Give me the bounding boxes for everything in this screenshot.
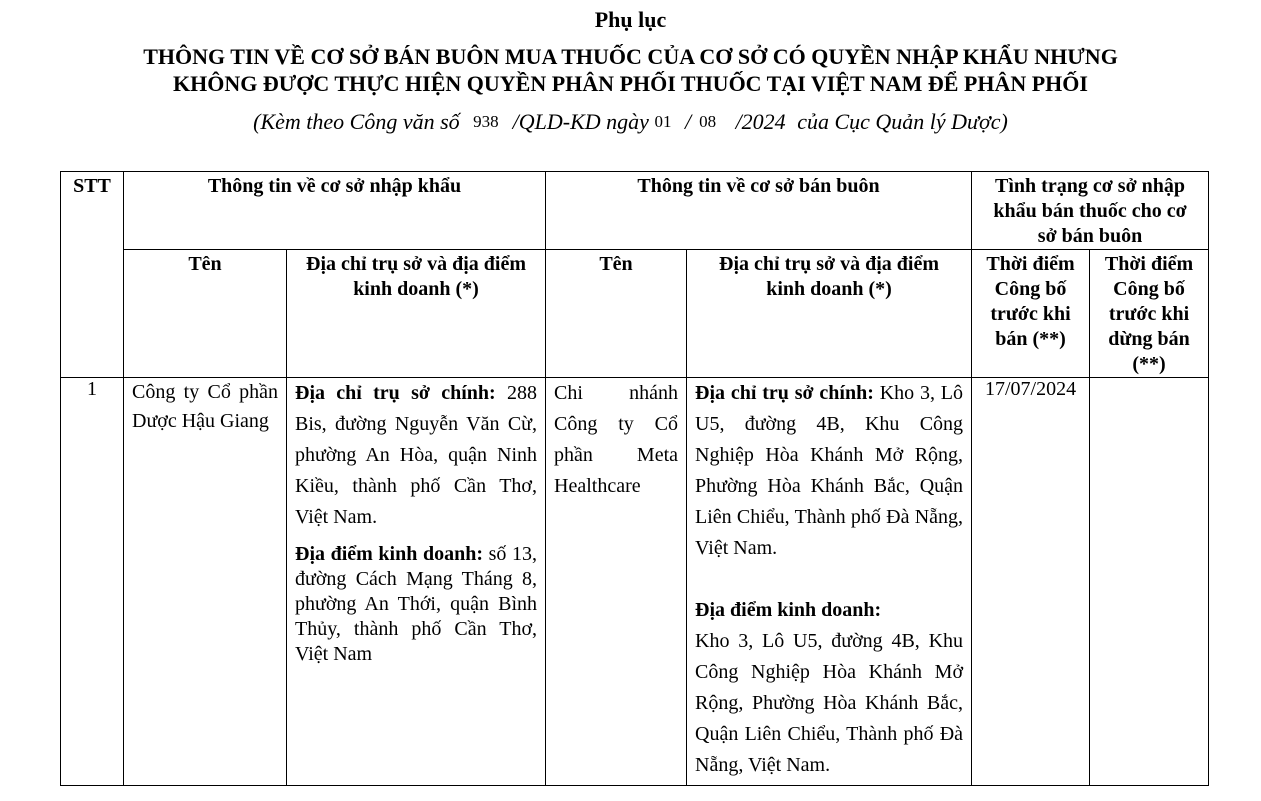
subtitle-prefix: (Kèm theo Công văn số <box>253 109 460 134</box>
importer-hq-block <box>295 378 537 533</box>
block-spacer <box>695 564 963 595</box>
header-wholesaler-address: Địa chỉ trụ sở và địa điểm kinh doanh (*) <box>687 250 972 378</box>
table-header-row-2 <box>61 250 1209 378</box>
header-importer-info: Thông tin về cơ sở nhập khẩu <box>124 172 546 250</box>
table-row <box>61 378 1209 786</box>
wholesaler-hq-block <box>695 378 963 564</box>
importer-hq-label: Địa chỉ trụ sở chính: <box>295 382 496 404</box>
wholesaler-hq-value: Kho 3, Lô U5, đường 4B, Khu Công Nghiệp Hòa Khánh Mở Rộng, Phường Hòa Khánh Bắc, Quận Liên Chiểu, Thành phố Đà Nẵng, Việt Nam. <box>695 382 964 559</box>
importer-address <box>287 378 545 667</box>
table-header-row-1 <box>61 172 1209 250</box>
subtitle-suffix: của Cục Quản lý Dược) <box>797 109 1008 134</box>
header-stt: STT <box>61 172 124 378</box>
wholesaler-biz-label: Địa điểm kinh doanh: <box>695 599 882 621</box>
importer-name: Công ty Cổ phần Dược Hậu Giang <box>132 381 278 432</box>
start-date: 17/07/2024 <box>984 378 1077 400</box>
doc-day: 01 <box>654 112 672 131</box>
doc-year: /2024 <box>735 109 786 134</box>
header-wholesaler-name: Tên <box>546 250 687 378</box>
header-importer-address: Địa chỉ trụ sở và địa điểm kinh doanh (*) <box>287 250 546 378</box>
header-wholesaler-info: Thông tin về cơ sở bán buôn <box>546 172 972 250</box>
document-title-line-1: THÔNG TIN VỀ CƠ SỞ BÁN BUÔN MUA THUỐC CỦA CƠ SỞ CÓ QUYỀN NHẬP KHẨU NHƯNG <box>143 44 1118 69</box>
wholesaler-biz-block <box>695 595 963 781</box>
header-importer-name: Tên <box>124 250 287 378</box>
document-subtitle <box>0 109 1261 137</box>
header-start-time: Thời điểm Công bố trước khi bán (**) <box>972 250 1090 378</box>
doc-number: 938 <box>473 112 499 131</box>
start-date-cell <box>972 378 1090 786</box>
wholesaler-address-cell <box>687 378 972 786</box>
importer-hq-value: 288 Bis, đường Nguyễn Văn Cừ, phường An Hòa, quận Ninh Kiều, thành phố Cần Thơ, Việt Nam. <box>295 382 538 528</box>
date-slash: / <box>684 109 692 134</box>
doc-month: 08 <box>699 112 717 131</box>
wholesaler-name-cell <box>546 378 687 786</box>
importer-biz-label: Địa điểm kinh doanh: <box>295 543 483 565</box>
header-stop-time: Thời điểm Công bố trước khi dừng bán (**) <box>1090 250 1209 378</box>
wholesaler-address <box>687 378 971 781</box>
wholesaler-name: Chi nhánh Công ty Cổ phần Meta Healthcare <box>554 382 679 497</box>
row-stt: 1 <box>61 378 124 786</box>
importer-name-cell <box>124 378 287 786</box>
importer-biz-value: số 13, đường Cách Mạng Tháng 8, phường An Thới, quận Bình Thủy, thành phố Cần Thơ, Việt Nam <box>295 543 538 665</box>
subtitle-mid: /QLD-KD ngày <box>512 109 649 134</box>
wholesaler-biz-value: Kho 3, Lô U5, đường 4B, Khu Công Nghiệp Hòa Khánh Mở Rộng, Phường Hòa Khánh Bắc, Quận Liên Chiểu, Thành phố Đà Nẵng, Việt Nam. <box>695 630 964 776</box>
importer-address-cell <box>287 378 546 786</box>
header-status: Tình trạng cơ sở nhập khẩu bán thuốc cho cơ sở bán buôn <box>972 172 1209 250</box>
stop-date-cell <box>1090 378 1209 786</box>
appendix-label: Phụ lục <box>594 7 667 32</box>
wholesaler-hq-label: Địa chỉ trụ sở chính: <box>695 382 874 404</box>
document-title-line-2: KHÔNG ĐƯỢC THỰC HIỆN QUYỀN PHÂN PHỐI THUỐC TẠI VIỆT NAM ĐỂ PHÂN PHỐI <box>173 71 1088 96</box>
wholesaler-info-table <box>60 171 1209 786</box>
importer-biz-block <box>295 542 537 667</box>
